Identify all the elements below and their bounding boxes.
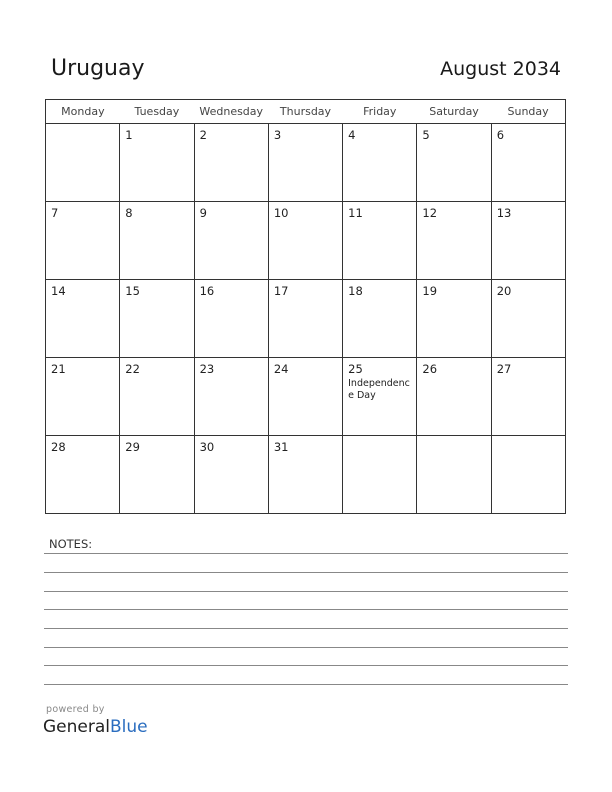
country-title: Uruguay (51, 56, 145, 81)
note-line (44, 628, 568, 629)
day-number: 12 (422, 206, 438, 220)
day-cell (343, 358, 417, 436)
day-cell (120, 358, 194, 436)
weekday-wednesday: Wednesday (194, 100, 268, 124)
day-number: 1 (125, 128, 133, 142)
day-cell (491, 436, 565, 514)
week-row (46, 436, 566, 514)
day-cell (268, 280, 342, 358)
day-cell (194, 358, 268, 436)
day-cell (46, 280, 120, 358)
day-cell (491, 202, 565, 280)
day-number: 26 (422, 362, 438, 376)
day-cell (46, 202, 120, 280)
day-number: 20 (496, 284, 512, 298)
note-line (44, 591, 568, 592)
day-cell (120, 280, 194, 358)
day-number: 2 (199, 128, 207, 142)
day-cell (268, 436, 342, 514)
brand-blue: Blue (110, 717, 148, 737)
day-cell (491, 124, 565, 202)
day-number: 7 (51, 206, 59, 220)
day-number: 4 (348, 128, 356, 142)
note-line (44, 665, 568, 666)
day-cell (417, 280, 491, 358)
day-cell (343, 124, 417, 202)
day-cell (120, 436, 194, 514)
day-number: 3 (273, 128, 282, 142)
day-number: 13 (496, 206, 512, 220)
weekday-saturday: Saturday (417, 100, 491, 124)
day-number: 28 (51, 440, 66, 454)
weekday-thursday: Thursday (268, 100, 342, 124)
note-line (44, 647, 568, 648)
day-number: 17 (273, 284, 289, 298)
weekday-header-row (46, 100, 566, 124)
weekday-sunday: Sunday (491, 100, 565, 124)
calendar-grid (45, 99, 566, 514)
day-number: 29 (125, 440, 140, 454)
notes-label: NOTES: (49, 537, 93, 551)
note-line (44, 684, 568, 685)
day-number: 27 (496, 362, 512, 376)
day-number: 5 (422, 128, 430, 142)
day-number: 18 (348, 284, 363, 298)
weekday-tuesday: Tuesday (120, 100, 194, 124)
day-cell (268, 124, 342, 202)
day-cell (417, 124, 491, 202)
week-row (46, 124, 566, 202)
brand-general: General (43, 717, 110, 737)
day-number: 10 (273, 206, 289, 220)
day-cell (343, 436, 417, 514)
day-cell (491, 280, 565, 358)
day-cell (46, 358, 120, 436)
day-number: 19 (422, 284, 438, 298)
day-cell (417, 358, 491, 436)
note-line (44, 609, 568, 610)
week-row (46, 202, 566, 280)
day-number: 8 (125, 206, 133, 220)
day-cell (343, 202, 417, 280)
day-number: 21 (51, 362, 66, 376)
day-number: 22 (125, 362, 140, 376)
generalblue-logo[interactable] (43, 717, 148, 737)
day-number: 30 (199, 440, 215, 454)
day-number: 15 (125, 284, 140, 298)
day-number: 16 (199, 284, 215, 298)
day-cell (120, 124, 194, 202)
day-cell (268, 358, 342, 436)
day-cell (194, 280, 268, 358)
day-cell (194, 436, 268, 514)
note-line (44, 553, 568, 554)
day-number: 24 (273, 362, 289, 376)
week-row (46, 280, 566, 358)
day-cell (46, 124, 120, 202)
month-title: August 2034 (440, 58, 561, 80)
day-cell (120, 202, 194, 280)
day-cell (417, 202, 491, 280)
day-cell (194, 202, 268, 280)
weekday-monday: Monday (46, 100, 120, 124)
weekday-friday: Friday (343, 100, 417, 124)
day-cell (343, 280, 417, 358)
day-number: 25 (348, 362, 363, 376)
day-number: 14 (51, 284, 66, 298)
day-number: 31 (273, 440, 289, 454)
day-cell (417, 436, 491, 514)
day-number: 23 (199, 362, 215, 376)
day-cell (268, 202, 342, 280)
day-number: 9 (199, 206, 207, 220)
day-cell (194, 124, 268, 202)
day-cell (491, 358, 565, 436)
day-cell (46, 436, 120, 514)
day-number: 11 (348, 206, 363, 220)
note-line (44, 572, 568, 573)
day-number: 6 (496, 128, 505, 142)
holiday-label: Independence Day (348, 378, 410, 401)
week-row (46, 358, 566, 436)
powered-by-text: powered by (46, 704, 105, 715)
